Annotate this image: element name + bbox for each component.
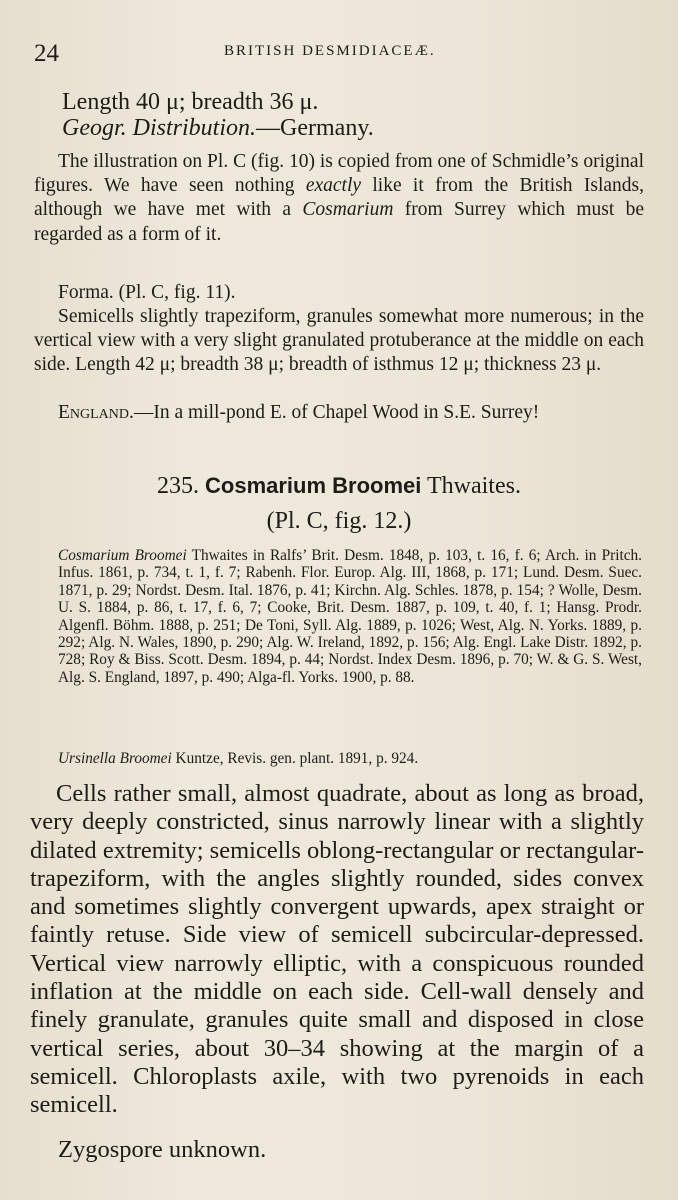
para-italic: exactly [305, 175, 362, 197]
forma-description: Semicells slightly trapeziform, granules somewhat more numerous; in the vertical view with a very slight granulated protuberance at the middle on each side. Length 42 μ; breadth 38 μ; breadth of isthmus 12 μ; thickness 23 μ. [34, 306, 644, 376]
species-heading [0, 473, 678, 500]
distribution-line [62, 116, 644, 140]
illustration-paragraph [34, 150, 644, 247]
locality-paragraph [34, 401, 644, 425]
synonym-references: Kuntze, Revis. gen. plant. 1891, p. 924. [171, 750, 419, 767]
para-text: from Surrey which must be regarded as a form of it. [34, 199, 644, 245]
distribution-value: —Germany. [256, 115, 374, 141]
para-text: The illustration on Pl. C (fig. 10) is copied from one of Schmidle’s original figures. We have seen nothing [34, 151, 644, 197]
page-number: 24 [34, 40, 59, 67]
species-name: Cosmarium Broomei [205, 473, 422, 498]
para-italic: Cosmarium [302, 199, 394, 221]
synonymy-entry [58, 750, 644, 767]
running-head: BRITISH DESMIDIACEÆ. [224, 43, 436, 59]
synonym-name: Cosmarium Broomei [58, 547, 187, 564]
distribution-label: Geogr. Distribution. [62, 115, 257, 141]
species-description: Cells rather small, almost quadrate, about as long as broad, very deeply constricted, sinus narrowly linear with a slightly dilated extremity; semicells oblong-rectangular or rectangular-trapeziform, with the angles slightly rounded, sides convex and sometimes slightly convergent upwards, apex straight or faintly retuse. Side view of semicell subcircular-depressed. Vertical view narrowly elliptic, with a conspicuous rounded inflation at the middle on each side. Cell-wall densely and finely granulate, granules quite small and disposed in close vertical series, about 30–34 showing at the margin of a semicell. Chloroplasts axile, with two pyrenoids in each semicell. [30, 780, 644, 1119]
page-header [34, 40, 644, 70]
locality-text: —In a mill-pond E. of Chapel Wood in S.E. Surrey! [133, 402, 540, 423]
synonym-references: Thwaites in Ralfs’ Brit. Desm. 1848, p. 103, t. 16, f. 6; Arch. in Pritch. Infus. 1861, p. 734, t. 1, f. 7; Rabenh. Flor. Europ. Alg. III, 1868, p. 171; Lund. Desm. Suec. 1871, p. 29; Nordst. Desm. Ital. 1876, p. 41; Kirchn. Alg. Schles. 1878, p. 154; ? Wolle, Desm. U. S. 1884, p. 86, t. 17, f. 6, 7; Cooke, Brit. Desm. 1887, p. 109, t. 40, f. 1; Hansg. Prodr. Algenfl. Böhm. 1888, p. 251; De Toni, Syll. Alg. 1889, p. 1026; West, Alg. N. Yorks. 1889, p. 292; Alg. N. Wales, 1890, p. 290; Alg. W. Ireland, 1892, p. 156; Alg. Engl. Lake Distr. 1892, p. 728; Roy & Biss. Scott. Desm. 1894, p. 44; Nordst. Index Desm. 1896, p. 70; W. & G. S. West, Alg. S. England, 1897, p. 490; Alga-fl. Yorks. 1900, p. 88. [58, 547, 642, 686]
synonymy-entry [58, 547, 642, 686]
species-number: 235. [157, 473, 200, 499]
para-text: like it from the British Islands, although we have met with a [34, 175, 644, 221]
forma-line: Forma. (Pl. C, fig. 11). [58, 282, 236, 303]
locality-label: England. [58, 402, 134, 423]
synonym-name: Ursinella Broomei [58, 750, 172, 767]
species-author: Thwaites. [426, 473, 521, 499]
measurement-line: Length 40 μ; breadth 36 μ. [62, 89, 319, 115]
plate-reference: (Pl. C, fig. 12.) [266, 508, 412, 534]
zygospore-note: Zygospore unknown. [58, 1136, 267, 1163]
